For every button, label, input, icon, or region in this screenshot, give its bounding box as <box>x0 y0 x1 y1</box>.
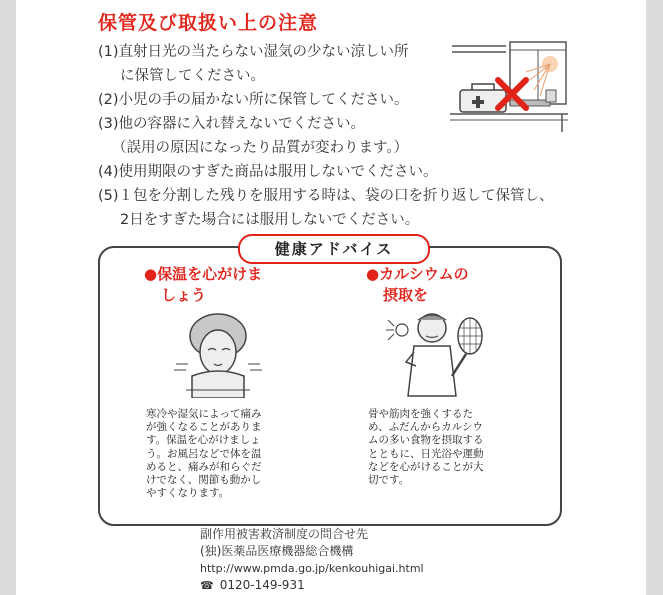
package-page <box>16 0 646 595</box>
caution-item-4 <box>98 160 438 184</box>
caution-item-1-line2: に保管してください。 <box>120 68 265 84</box>
advice-left-body-line: す。保温を心がけましょ <box>146 434 261 447</box>
tennis-player-illustration <box>380 306 490 398</box>
contact-line1: 副作用被害救済制度の問合せ先 <box>200 527 369 541</box>
advice-right-heading <box>366 264 469 306</box>
caution-item-1-line1: (1)直射日光の当たらない湿気の少ない涼しい所 <box>98 44 409 60</box>
caution-item-3 <box>98 112 408 160</box>
advice-left-body-line: けでなく、関節も動かし <box>146 474 262 487</box>
advice-right-heading-line1: ●カルシウムの <box>366 265 469 283</box>
warm-bath-illustration <box>172 306 264 398</box>
contact-phone-row <box>200 577 424 594</box>
advice-right-body <box>368 408 484 487</box>
advice-right-heading-line2: 摂取を <box>383 286 429 304</box>
caution-item-3-line1: (3)他の容器に入れ替えないでください。 <box>98 116 366 132</box>
advice-left-heading-line1: ●保温を心がけま <box>144 265 263 283</box>
advice-right-body-line: などを心がけることが大 <box>368 460 484 473</box>
caution-item-1 <box>98 40 409 88</box>
health-advice-title: 健康アドバイス <box>238 234 430 264</box>
advice-right-body-line: 切です。 <box>368 474 410 487</box>
health-advice-box <box>98 240 562 526</box>
advice-right-body-line: ムの多い食物を摂取する <box>368 434 484 447</box>
advice-left-heading <box>144 264 262 306</box>
caution-item-2-line1: (2)小児の手の届かない所に保管してください。 <box>98 92 409 108</box>
advice-left-body-line: めると、痛みが和らぐだ <box>146 460 262 473</box>
caution-item-4-line1: (4)使用期限のすぎた商品は服用しないでください。 <box>98 164 438 180</box>
caution-item-5-line2: 2日をすぎた場合には服用しないでください。 <box>120 212 420 228</box>
contact-line2: (独)医薬品医療機器総合機構 <box>200 544 354 558</box>
caution-item-2 <box>98 88 409 112</box>
caution-item-3-line2: （誤用の原因になったり品質が変わります。） <box>112 140 409 156</box>
contact-phone: 0120-149-931 <box>219 578 305 592</box>
contact-info <box>200 526 424 594</box>
contact-url[interactable]: http://www.pmda.go.jp/kenkouhigai.html <box>200 562 424 575</box>
section-title: 保管及び取扱い上の注意 <box>98 12 319 34</box>
phone-icon: ☎ <box>200 579 214 592</box>
advice-left-body-line: が強くなることがありま <box>146 421 262 434</box>
advice-left-body-line: う。お風呂などで体を温 <box>146 447 262 460</box>
caution-item-5 <box>98 184 554 232</box>
advice-right-body-line: 骨や筋肉を強くするた <box>368 408 473 420</box>
advice-right-body-line: め、ふだんからカルシウ <box>368 421 483 434</box>
advice-right-body-line: とともに、日光浴や運動 <box>368 447 484 460</box>
advice-left-heading-line2: しょう <box>161 286 207 304</box>
advice-left-body <box>146 408 262 500</box>
caution-item-5-line1: (5)１包を分割した残りを服用する時は、袋の口を折り返して保管し、 <box>98 188 554 204</box>
advice-left-body-line: 寒冷や湿気によって痛み <box>146 408 262 420</box>
advice-left-body-line: やすくなります。 <box>146 487 230 500</box>
storage-warning-illustration <box>450 40 570 132</box>
